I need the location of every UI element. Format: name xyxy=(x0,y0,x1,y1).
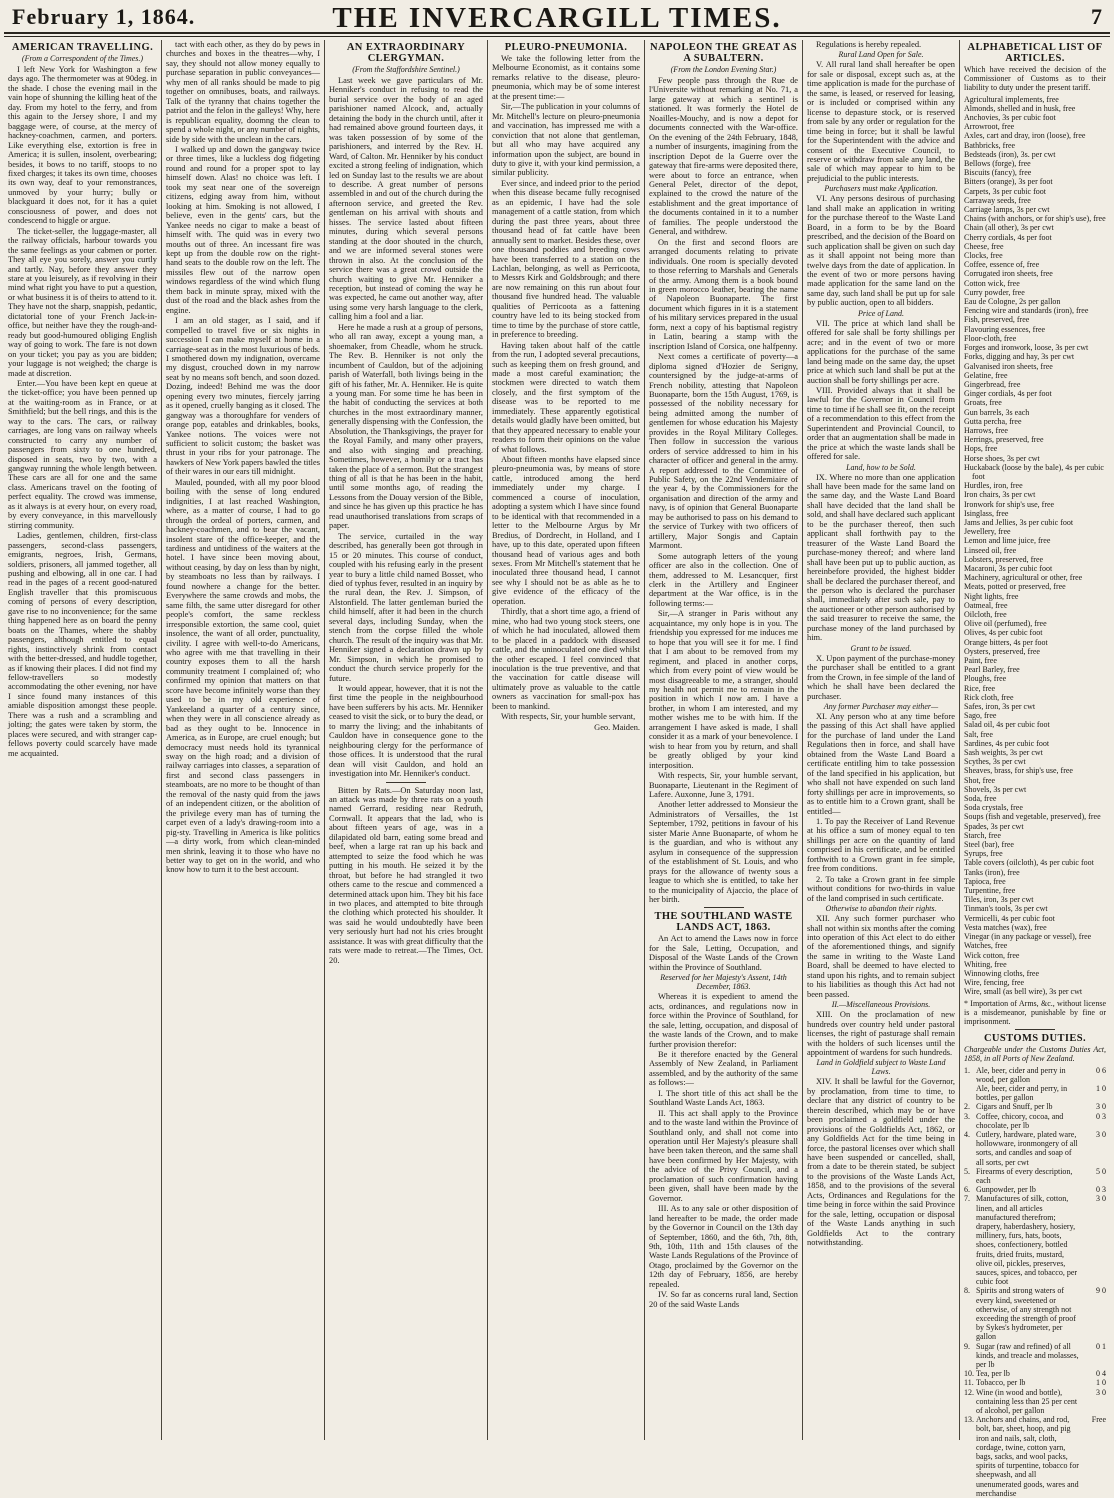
tariff-item: Iron chairs, 3s per cwt xyxy=(964,490,1036,500)
act-reserved-note: Reserved for her Majesty's Assent, 14th December, 1863. xyxy=(660,973,787,992)
tariff-item: Curry powder, free xyxy=(964,287,1025,297)
duty-rate: 0 3 xyxy=(1096,1111,1106,1121)
tariff-item: Forges and ironwork, loose, 3s per cwt xyxy=(964,343,1089,353)
tariff-item: Salad oil, 4s per cubic foot xyxy=(964,720,1050,730)
duty-rate: 0 3 xyxy=(1096,1185,1106,1195)
paragraph: We take the following letter from the Melbourne Economist, as it contains some remarks relative to the disease, pleuro-pneumonia, which may be of some interest at the present time:— xyxy=(492,54,640,101)
act-section: 1. To pay the Receiver of Land Revenue at his office a sum of money equal to ten shillings per acre on the quantity of land comprised in his certificate, and be entitled forthwith to a Crown grant in fee simple, free from conditions. xyxy=(807,816,955,874)
act-section: XIV. It shall be lawful for the Governor, by proclamation, from time to time, to declare that any district of country to be therein described, which may be or have been proclaimed a goldfield under the provisions of the Goldfields Act, 1862, or any Goldfields Act for the time being in force, the pastoral licenses over which shall have been suspended or cancelled, shall, from a date to be therein stated, be subject to the provisions of the Waste Lands Act, 1858, and to the provisions of the several Acts, Ordinances and Regulations for the time being in force within the said Province for the sale, letting, occupation or disposal of the Waste Lands anything in such Goldfields Act to the contrary notwithstanding. xyxy=(807,1077,955,1248)
article-source: (From a Correspondent of the Times.) xyxy=(21,54,144,63)
act-section: Whereas it is expedient to amend the acts, ordinances, and regulations now in force within the Province of Southland, for the sale, letting, occupation, and disposal of the waste lands of the Crown, and to make further provision therefor: xyxy=(649,992,798,1049)
marginal-heading: Rural Land Open for Sale. xyxy=(838,50,924,60)
paragraph: I walked up and down the gangway twice or three times, like a luckless dog fidgeting round and round for a proper spot to lay himself down. Alas! no choice was left. I took my seat near one of the sovereign citizens, edging away from him, without looking at him. Smoking is not allowed, I believe, even in the gents' cars, but the Yankee needs no cigar to make a beast of himself with. The quid was in every two mouths out of three. An incessant fire was kept up from the double row on the right-hand seats to the double row on the left. The missiles flew out of the narrow open windows regardless of the wind which flung them back in minute spray, mixed with the dust of the road and the black ashes from the engine. xyxy=(166,144,320,315)
act-section: V. All rural land shall hereafter be open for sale or disposal, except such as, at the time application is made for the purchase of the same, is leased, or reserved for leasing, or is included or comprised within any license to depasture stock, or is reserved from sale by any order or regulation for the time being in force; but it shall be lawful for the Superintendent with the advice and consent of the Executive Council, to reserve or withdraw from sale any land, the sale of which may appear to him to be prejudicial to the public interests. xyxy=(807,60,955,183)
tariff-item: Vesta matches (wax), free xyxy=(964,922,1047,932)
duty-row xyxy=(964,1066,1106,1084)
column-6 xyxy=(803,40,960,1440)
article-source: (From the London Evening Star.) xyxy=(670,65,777,74)
act-section: II. This act shall apply to the Province and to the waste land within the Province of Southland only, and shall not come into operation until Her Majesty's pleasure shall have been taken thereon, and the same shall have been confirmed by Her Majesty, with the advice of the Privy Council, and a proclamation of such confirmation having been given, shall have been made by the Governor. xyxy=(649,1108,798,1203)
marginal-heading: Any former Purchaser may either— xyxy=(823,702,939,711)
tariff-item: Biscuits (fancy), free xyxy=(964,168,1032,178)
paragraph: Another letter addressed to Monsieur the Administrators of Versailles, the 1st September, 1792, petitions in favour of his sister Marie Anne Buonaparte, of whom he is the guardian, and who is without any asylum in consequence of the suppression of the establishment of St. Louis, and who prays for the allowance of twenty sous a league to which she is entitled, to take her to the municipality of Ajaccio, the place of her birth. xyxy=(649,800,798,904)
duty-description: Gunpowder, per lb xyxy=(976,1185,1036,1195)
tariff-item: Floor-cloth, free xyxy=(964,333,1017,343)
act-section: XIII. On the proclamation of new hundreds over country held under pastoral licenses, the right of pasturage shall remain with the holders of such licenses until the appointment of wardens for such hundreds. xyxy=(807,1010,955,1057)
duty-number xyxy=(964,1084,976,1102)
duty-number: 10. xyxy=(964,1369,974,1379)
duty-number: 1. xyxy=(964,1065,970,1075)
marginal-heading: Grant to be issued. xyxy=(850,643,912,653)
tariff-item: Jewellery, free xyxy=(964,527,1011,537)
tariff-item: Bitters (orange), 3s per foot xyxy=(964,177,1053,187)
paragraph: On the first and second floors are arranged documents relating to private individuals. One room is specially devoted to those referring to Marshals and Generals of the army. Among them is a book bound in green morocco leather, bearing the name of Napoleon Buonaparte. The first document which figures in it is a statement of his military services prepared in the usual form, next a copy of his baptismal registry in Latin, bearing a stamp with the inscription Island of Corsica, one halfpenny. xyxy=(649,237,798,351)
article-source: (From the Staffordshire Sentinel.) xyxy=(352,65,460,74)
tariff-item: Pearl Barley, free xyxy=(964,665,1020,675)
tariff-footnote: * Importation of Arms, &c., without license is a misdemeanor, punishable by fine or imprisonment. xyxy=(964,998,1106,1026)
tariff-item: Gutta percha, free xyxy=(964,416,1022,426)
article-heading: PLEURO-PNEUMONIA. xyxy=(504,42,628,53)
act-section: VII. The price at which land shall be offered for sale shall be forty shillings per acre; and in the event of two or more applications for the purchase of the same land being made on the same day, the upset price at which such land shall be put at the auction shall be forty shillings per acre. xyxy=(807,318,955,385)
separator-rule xyxy=(386,782,426,783)
tariff-item: Spades, 3s per cwt xyxy=(964,821,1024,831)
marginal-heading: Land in Goldfield subject to Waste Land Laws. xyxy=(816,1058,946,1077)
separator-rule xyxy=(1015,1029,1055,1030)
tariff-item: Hops, free xyxy=(964,444,998,454)
article-body xyxy=(166,40,320,875)
paragraph: tact with each other, as they do by pews in churches and boxes in the theatres—why, I say, they should not allow money equally to purchase separation in public conveyances—why men of all ranks should be made to pig together on omnibuses, boats, and railways. Talk of the tyranny that chains together the patriot and the felon in the galleys! Why, here is republican equality, doomng the clean to spend a whole night, or any number of nights, side by side with the unclean in the cars. xyxy=(166,40,320,144)
article-body xyxy=(329,76,483,965)
tariff-item: Ploughs, free xyxy=(964,674,1007,684)
tariff-item: Soups (fish and vegetable, preserved), free xyxy=(964,812,1101,822)
tariff-item: Tiles, iron, 3s per cwt xyxy=(964,895,1034,905)
tariff-item: Herrings, preserved, free xyxy=(964,435,1044,445)
duty-number: 7. xyxy=(964,1194,970,1204)
tariff-item: Gun barrels, 3s each xyxy=(964,407,1030,417)
tariff-item: Watches, free xyxy=(964,941,1008,951)
paragraph: Bitten by Rats.—On Saturday noon last, an attack was made by three rats on a youth named Gerrard, residing near Redruth, Cornwall. It appears that the lad, who is about fifteen years of age, was in a dilapidated old barn, eating some bread and beef, when a large rat ran up his back and attempted to seize the food which he was putting in his mouth. He seized it by the throat, but before he had strangled it two others came to the rescue and commenced a determined attack upon him. They bit his face in two places, and attempted to bite through the clothing which protected his shoulder. It was said he would undoubtedly have been very seriously hurt had not his cries brought assistance. It was with great difficulty that the rats were made to retreat.—The Times, Oct. 20. xyxy=(329,785,483,965)
duty-number: 3. xyxy=(964,1111,970,1121)
tariff-item: Corrugated iron sheets, free xyxy=(964,269,1053,279)
tariff-item: Sardines, 4s per cubic foot xyxy=(964,738,1050,748)
tariff-item: Cheese, free xyxy=(964,241,1004,251)
tariff-note: Which have received the decision of the Commissioner of Customs as to their liability to duty under the present tariff. xyxy=(964,65,1106,93)
duty-description: Cutlery, hardware, plated ware, hollowware, ironmongery of all sorts, and candles and soap of all sorts, per cwt xyxy=(976,1129,1078,1167)
duty-rate: 5 0 xyxy=(1096,1166,1106,1176)
duty-rate: 1 0 xyxy=(1096,1083,1106,1093)
tariff-item: Bedsteads (iron), 3s. per cwt xyxy=(964,149,1056,159)
duty-description: Spirits and strong waters of every kind, sweetened or otherwise, of any strength not exceeding the strength of proof by Sykes's hydrometer, per gallon xyxy=(976,1286,1076,1342)
paragraph: Ever since, and indeed prior to the period when this disease became fully recognised as an epidemic, I have had the sole management of a cattle station, from which during the past three years, about three thousand head of fat cattle have been annually sent to market. Besides these, over one thousand poddies and breeding cows have been transferred to a station on the Lachlan, belonging, as well as Perricoota, to Messrs Kirk and Goldsbrough; and there are now remaining on this run about four thousand five hundred head. The valuable qualities of Perricoota as a fattening country have led to its being stocked from time to time by the purchase of store cattle, in preference to breeding. xyxy=(492,178,640,340)
tariff-item: Linseed oil, free xyxy=(964,545,1017,555)
tariff-item: Tinman's tools, 3s per cwt xyxy=(964,904,1048,914)
tariff-item: Carriage lamps, 3s per cwt xyxy=(964,205,1050,215)
tariff-item: Safes, iron, 3s per cwt xyxy=(964,702,1036,712)
paragraph: Last week we gave particulars of Mr. Henniker's conduct in refusing to read the burial service over the body of an aged parishioner named Alcock, and, actually detaining the body in the church until, after it had remained above ground fourteen days, it was taken possession of by some of the parishioners, and interred by the Rev. H. Ward, of Calton. Mr. Henniker by his conduct excited a strong feeling of indignation, which led on Sunday last to the results we are about to describe. A great number of persons assembled in and out of the church during the afternoon service, and greeted the Rev. gentleman on his arrival with shouts and hisses. The service lasted about fifteen minutes, during which several persons standing at the door shouted in the church, and we are informed several stones were thrown in also. At the conclusion of the service there was a great crowd outside the church waiting to give Mr. Henniker a reception, but instead of coming the way he was expected, he came out another way, after using some very harsh language to the clerk, calling him a fool and a liar. xyxy=(329,76,483,322)
tariff-heading: ALPHABETICAL LIST OF ARTICLES. xyxy=(967,42,1103,64)
duty-rate: 1 0 xyxy=(1096,1378,1106,1388)
tariff-item: Wire, fencing, free xyxy=(964,978,1025,988)
tariff-item: Machinery, agricultural or other, free xyxy=(964,573,1083,583)
tariff-item: Cotton wick, free xyxy=(964,278,1020,288)
separator-rule xyxy=(704,907,744,908)
paragraph: Thirdly, that a short time ago, a friend of mine, who had two young stock steers, one of which he had inoculated, allowed them to be placed in a paddock with diseased cattle, and the uninoculated one died whilst the other escaped. I feel convinced that inoculation is the true preventive, and that the vaccination for cattle disease will ultimately prove as valuable to the cattle owners as vaccination for small-pox has been to mankind. xyxy=(492,607,640,711)
tariff-item: Salt, free xyxy=(964,729,993,739)
tariff-item: Vinegar (in any package or vessel), free xyxy=(964,932,1092,942)
paragraph: Ladies, gentlemen, children, first-class passengers, second-class passengers, emigrants, negroes, Irish, Germans, soldiers, prisoners, all jammed together, all pushing and elbowing, all in one car. I had read in the pages of a recent good-natured English traveller that this promiscuous coming of persons of every description, gave rise to no inconvenience; for the same thing happened here as on board the penny boats on the Thames, where the shabby passengers, although entitled to equal rights, instinctively shrink from contact with the better-dressed, and huddle together, as if knowing their places. I did not find my fellow-travellers so modestly accommodating the other evening, nor have I since found many instances of this amiable disposition amongst these people. There was a rush and a scrambling and jolting; the gates were taken by storm, the places were secured, and with stranger cap-fellows poverty could scarcely have made me acquainted. xyxy=(8,531,157,758)
tariff-item: Coffee, essence of, free xyxy=(964,260,1040,270)
tariff-item: Almonds, shelled and in husk, free xyxy=(964,103,1076,113)
marginal-heading: Land, how to be Sold. xyxy=(846,462,916,472)
tariff-item: Galvanised iron sheets, free xyxy=(964,361,1053,371)
duty-row xyxy=(964,1167,1106,1185)
paragraph: I am an old stager, as I said, and if compelled to travel five or six nights in succession I can make myself at home in a carriage-seat as in the most luxurious of beds. I smothered down my indignation, overcame my disgust, crouched down in my narrow seat by no means soft bench, and soon dozed. Dozing, indeed! Behind me was the door opening every two minutes, fiercely jarring as it opened, cruelly banging as it closed. The gangway was a thoroughfare for venders of orange pop, eatables and drinkables, books, Yankee notions. The voices were not sufficient to solicit custom; the basket was thrust in your ribs for your patronage. The hawkers of New York papers bawled the titles of their wares in our ears till midnight. xyxy=(166,316,320,477)
duty-description: Manufactures of silk, cotton, linen, and all articles manufactured therefrom; drapery, haberdashery, hosiery, millinery, furs, hats, boots, shoes, confectionery, bottled fruits, dried fruits, mustard, olive oil, pickles, preserves, sauces, spices, and tobacco, per cubic foot xyxy=(976,1194,1078,1287)
duty-rate: 3 0 xyxy=(1096,1129,1106,1139)
article-body xyxy=(492,54,640,732)
article-body xyxy=(649,76,798,904)
paragraph: Sir,—A stranger in Paris without any acquaintance, my only hope is in you. The friendship you expressed for me induces me to hope that you will see it for me. I find that I am about to be removed from my regiment, and placed in another corps, which from every point of view would be most disagreeable to me, a stranger, should my health not permit me to remain in the position in which I now am. I have a brother, in whom I am interested, and my mother wishes me to be with him. If the arrangement I have asked is made, I shall consider it as a mark of your benevolence. I wish to hear from you by return, and shall be greatly obliged by your kind interposition. xyxy=(649,609,798,770)
newspaper-title: THE INVERCARGILL TIMES. xyxy=(332,2,782,34)
tariff-item: Tapioca, free xyxy=(964,876,1006,886)
tariff-item: Macaroni, 3s per cubic foot xyxy=(964,563,1053,573)
tariff-item: Paint, free xyxy=(964,656,997,665)
marginal-heading: II.—Miscellaneous Provisions. xyxy=(831,1000,931,1010)
column-5 xyxy=(645,40,803,1440)
act-section: VI. Any persons desirous of purchasing land shall make an application in writing for the purchase thereof to the Waste Land Board, in a form to be by the Board prescribed, and the decision of the Board on such application shall be given on such day as it shall appoint not being more than twelve days from the date of application. In the event of two or more persons having made application for the same land on the same day, such land shall be put up for sale by public auction, open to all bidders. xyxy=(807,194,955,308)
duties-subheading: Chargeable under the Customs Duties Act, 1858, in all Ports of New Zealand. xyxy=(964,1045,1106,1064)
duty-rate: 3 0 xyxy=(1096,1194,1106,1204)
tariff-item: Steel (bar), free xyxy=(964,840,1014,850)
duty-row xyxy=(964,1112,1106,1130)
duty-description: Coffee, chicory, cocoa, and chocolate, per lb xyxy=(976,1111,1064,1130)
tariff-item: Fish, preserved, free xyxy=(964,315,1030,325)
paragraph: Enter.—You have been kept en queue at the ticket-office; you have been penned up at the waiting-room as in France, or at Smithfield; but the bell rings, and this is the way to the cars. The cars, or railway carriages, are long vans on railway wheels constructed to carry any number of passengers from sixty to one hundred, disposed in seats, two by two, with a gangway running the whole length between. These cars are all for one and the same class. Americans travel on the footing of perfect equality. The crowd was immense, as it always is at every hour, on every road, by every conveyance, in this marvellously stirring community. xyxy=(8,378,157,530)
tariff-item: Horse shoes, 3s per cwt xyxy=(964,453,1040,463)
duty-number: 4. xyxy=(964,1129,970,1139)
act-heading: THE SOUTHLAND WASTE LANDS ACT, 1863. xyxy=(654,911,793,934)
paragraph: Sir,—The publication in your columns of Mr. Mitchell's lecture on pleuro-pneumonia and vaccination, has impressed me with a conviction that not alone that gentleman, but all who may have acquired any information upon the subject, are bound in duty to give it, with your kind permission, a similar publicity. xyxy=(492,102,640,178)
tariff-item: Flavouring essences, free xyxy=(964,324,1046,334)
duty-description: Wine (in wood and bottle), containing less than 25 per cent of alcohol, per gallon xyxy=(976,1387,1078,1416)
act-intro: An Act to amend the Laws now in force for the Sale, Letting, Occupation, and Disposal of the Waste Lands of the Crown within the Province of Southland. xyxy=(649,934,798,972)
paragraph: It would appear, however, that it is not the first time the people in the neighbourhood have been sufferers by his acts. Mr. Henniker ceased to visit the sick, or to bury the dead, or to marry the living; and the inhabitants of Cauldon have in consequence gone to the neighbouring clergy for the performance of those offices. It is understood that the rural dean will visit Cauldon, and hold an investigation into Mr. Henniker's conduct. xyxy=(329,684,483,779)
tariff-item: Shovels, 3s per cwt xyxy=(964,784,1027,794)
article-body xyxy=(8,65,157,758)
signature: Geo. Maiden. xyxy=(594,722,640,732)
tariff-item: Olives, 4s per cubic foot xyxy=(964,628,1043,638)
act-section: Be it therefore enacted by the General Assembly of New Zealand, in Parliament assembled, and by the authority of the same as follows:— xyxy=(649,1049,798,1088)
tariff-item: Syrups, free xyxy=(964,849,1003,859)
tariff-item: Table covers (oilcloth), 4s per cubic foot xyxy=(964,858,1094,868)
paragraph: Mauled, pounded, with all my poor blood boiling with the sense of long endured indignities, I at last reached Washington, where, as a matter of course, I had to go through the ordeal of porters, carmen, and hackney-coachmen, and to bear the vacant, insolent stare of the office-keeper, and the tardiness and untidiness of the waiters at the hotel. I have since been moving about, without ceasing, by day on less than by night, by steamboats no less than by railways. I found nowhere a change for the better. Everywhere the same crowds and mobs, the same filth, the same utter disregard for other people's comfort, the same reckless irresponsible extortion, the same cool, quiet insolence, the want of all order, punctuality, civility. I agree with well-to-do Americans, who agree with me that travelling in their country exposes them to all the harsh community treatment I complained of; who confirmed my opinion that matters on that score have become infinitely worse than they used to be in my old experience of Yankeeland a quarter of a century since, when they were in all conscience already as bad as they ought to be. Innocence in America, as in Europe, are cruel enough; but democracy must needs hold its tyrannical sway on the high road; and a division of railway carriages into classes, a separation of first and second class passengers in steamboats, are no more to be thought of than the removal of the nasty quid from the jaws of an independent citizen, or the abolition of the privilege every man has of turning the carpet even of a lady's drawing-room into a pig-sty. Travelling in America is like politics—a dirty work, from which clean-minded men shrink, leaving it to those who have no better way to get on in the world, and who know how to turn it to the best account. xyxy=(166,477,320,875)
tariff-item: Turpentine, free xyxy=(964,886,1016,896)
column-7 xyxy=(960,40,1110,1498)
tariff-list xyxy=(964,95,1106,997)
tariff-item: Chains (with anchors, or for ship's use), free xyxy=(964,214,1106,224)
duty-description: Tea, per lb xyxy=(976,1369,1010,1379)
tariff-item: Shot, free xyxy=(964,775,996,785)
act-section: VIII. Provided always that it shall be lawful for the Governor in Council from time to time if he shall see fit, on the receipt of a recommendation to this effect from the Superintendent and Provincial Council, to order that an augmentation shall be made in the price at which the waste lands shall be offered for sale. xyxy=(807,385,955,462)
paragraph: Next comes a certificate of poverty—a diploma signed d'Hozier de Serigny, countersigned by the judge-at-arms of French nobility, attesting that Napoleon Buonaparte, born the 15th August, 1769, is possessed of the nobility necessary for being admitted among the number of gentlemen for whose education his Majesty provides in the Royal Military Colleges. Then follow in succession the various orders of service addressed to him in his character of officer and general in the army. A report addressed to the Committee of Public Safety, on the 22nd Vendemiaire of the year 4, by the Commissioners for the organisation and direction of the army and navy, is of opinion that General Buonaparte may be authorised to pass on his demand to the service of Turkey with two officers of artillery, Major Songis and Captain Marmont. xyxy=(649,352,798,551)
duty-rate: Free xyxy=(1091,1415,1106,1425)
duty-number: 12. xyxy=(964,1387,974,1397)
tariff-item: Sago, free xyxy=(964,711,997,721)
columns xyxy=(4,40,1110,1498)
tariff-item: Vermicelli, 4s per cubic foot xyxy=(964,913,1055,923)
duty-number: 9. xyxy=(964,1341,970,1351)
act-section: 2. To take a Crown grant in fee simple without conditions for two-thirds in value of the land comprised in such certificate. xyxy=(807,874,955,903)
paragraph: Here he made a rush at a group of persons, who all ran away, except a young man, a shoemaker, from Cheadle, whom he struck. The Rev. B. Henniker is not only the incumbent of Cauldon, but of the adjoining parish of Waterfall, both livings being in the gift of his father, Mr. A. Henniker. He is quite a young man. For some time he has been in the habit of conducting the services at both churches in the most extraordinary manner, generally dispensing with the Confession, the Absolution, the Thanksgivings, the prayer for the Royal Family, and many other prayers, and also with singing and preaching. Sometimes, however, a homily or a tract has taken the place of a sermon. But the strangest thing of all is that he has been in the habit, until some months ago, of reading the Lessons from the Douay version of the Bible, and since he has given up this practice he has read unauthorised translations from scraps of paper. xyxy=(329,322,483,531)
duty-description: Firearms of every description, each xyxy=(976,1166,1073,1185)
tariff-item: Bellows (forge), free xyxy=(964,159,1031,169)
duty-description: Sugar (raw and refined) of all kinds, and treacle and molasses, per lb xyxy=(976,1341,1079,1370)
act-section: X. Upon payment of the purchase-money the purchaser shall be entitled to a grant from the Crown, in fee simple of the land of which he shall have been declared the purchaser. xyxy=(807,653,955,701)
tariff-item: Forks, digging and hay, 3s per cwt xyxy=(964,352,1075,362)
tariff-item: Starch, free xyxy=(964,830,1001,840)
act-section: I. The short title of this act shall be the Southland Waste Lands Act, 1863. xyxy=(649,1088,798,1108)
duty-rate: 0 1 xyxy=(1096,1341,1106,1351)
issue-date: February 1, 1864. xyxy=(12,4,196,29)
paragraph: The service, curtailed in the way described, has generally been got through in 15 or 20 minutes. This course of conduct, coupled with his refusing early in the present year to bury a little child named Bosset, who died of typhus fever, resulted in an inquiry by the rural dean, the Rev. J. Simpson, of Alstonfield. The latter gentleman buried the child himself, after it had been in the church several days, including Sunday, when the stench from the corpse filled the whole church. The result of the inquiry was that Mr. Henniker signed a declaration drawn up by Mr. Simpson, in which he promised to conduct the church service properly for the future. xyxy=(329,531,483,683)
marginal-heading: Price of Land. xyxy=(858,308,904,318)
paragraph: Having taken about half of the cattle from the run, I adopted several precautions, such as keeping them on fresh ground, and made a most careful examination; the stockmen were directed to watch them closely, and the first symptom of the disease was to be reported to me immediately. These apparently egotistical details would gladly have been omitted, but that they appeared necessary to enable your readers to form their opinions on the value of what follows. xyxy=(492,340,640,454)
tariff-item: Oilcloth, free xyxy=(964,609,1007,619)
tariff-item: Lemon and lime juice, free xyxy=(964,536,1051,546)
tariff-item: Soda, free xyxy=(964,794,997,804)
duty-row xyxy=(964,1102,1106,1111)
duty-row xyxy=(964,1084,1106,1102)
tariff-item: Chain (all other), 3s per cwt xyxy=(964,223,1054,233)
duty-rate: 0 6 xyxy=(1096,1065,1106,1075)
duties-list xyxy=(964,1066,1106,1498)
act-section: XII. Any such former purchaser who shall not within six months after the coming into operation of this Act elect to do either of the aforementioned things, and signify the same in writing to the Waste Land Board, shall be deemed to have elected to stand upon his rights, and to remain subject to his liabilities as though this Act had not been passed. xyxy=(807,914,955,999)
marginal-heading: Otherwise to abandon their rights. xyxy=(825,904,937,914)
column-2 xyxy=(162,40,325,1440)
duty-number: 8. xyxy=(964,1286,970,1296)
tariff-item: Whiting, free xyxy=(964,959,1007,969)
tariff-item: Carpets, 3s per cubic foot xyxy=(964,186,1046,196)
article-heading: NAPOLEON THE GREAT AS A SUBALTERN. xyxy=(650,42,797,64)
column-1 xyxy=(4,40,162,1440)
tariff-item: Oatmeal, free xyxy=(964,600,1008,610)
column-3 xyxy=(325,40,488,1440)
tariff-item: Rick cloth, free xyxy=(964,692,1014,702)
duty-row xyxy=(964,1286,1106,1341)
tariff-item: Lobsters, preserved, free xyxy=(964,554,1044,564)
duty-description: Tobacco, per lb xyxy=(976,1378,1026,1388)
tariff-item: Huckaback (loose by the bale), 4s per cubic foot xyxy=(964,462,1104,481)
tariff-item: Ginger cordials, 4s per foot xyxy=(964,389,1052,399)
paragraph: About fifteen months have elapsed since pleuro-pneumonia was, by means of store cattle, introduced among the herd immediately under my charge. I commenced a course of inoculation, adopting a system which I have since found to be identical with that recommended in a letter to the Melbourne Argus by Mr Bredius, of Dordrecht, in Holland, and I have, up to this date, operated upon fifteen thousand head of various ages and both sexes. From Mr Mitchell's statement that he inoculated three thousand head, I cannot see why I should not be as able as he to give evidence of the efficacy of the operation. xyxy=(492,455,640,606)
duty-row xyxy=(964,1130,1106,1167)
duty-row xyxy=(964,1378,1106,1387)
duty-rate: 9 0 xyxy=(1096,1286,1106,1296)
duty-row xyxy=(964,1388,1106,1416)
tariff-item: Ironwork for ship's use, free xyxy=(964,499,1055,509)
article-heading: AMERICAN TRAVELLING. xyxy=(11,42,154,53)
tariff-item: Arrowroot, free xyxy=(964,122,1015,132)
article-heading: AN EXTRAORDINARY CLERGYMAN. xyxy=(346,42,466,64)
paragraph: I left New York for Washington a few days ago. The thermometer was at 90deg. in the shade. I chose the evening mail in the vain hope of shunning the killing heat of the day. From my hotel to the ferry, and from this again to the Jersey shore, I and my baggage were, of course, at the mercy of hackney-coachmen, carmen, and porters. Like everything else, extortion is free in America; it is sullen, insolent, overbearing; besides, it bows to no tariff, stoops to no fixed charges; it takes its own time, chooses its own way, deaf to your remonstrances, unmoved by your hurry; bully or blackguard it does not, for it has a quiet consciousness of power, and does not condescend to higgle or argue. xyxy=(8,65,157,226)
tariff-item: Olive oil (perfumed), free xyxy=(964,619,1047,629)
duty-row xyxy=(964,1342,1106,1370)
tariff-item: Gelatine, free xyxy=(964,370,1008,380)
duty-description: Cigars and Snuff, per lb xyxy=(976,1102,1053,1112)
tariff-item: Rice, free xyxy=(964,683,996,693)
column-4 xyxy=(488,40,645,1440)
tariff-item: Wire, small (as bell wire), 3s per cwt xyxy=(964,987,1083,997)
tariff-item: Fencing wire and standards (iron), free xyxy=(964,306,1089,316)
duty-rate: 0 4 xyxy=(1096,1369,1106,1379)
tariff-item: Orange bitters, 4s per foot xyxy=(964,637,1048,647)
paragraph: Few people pass through the Rue de l'Universite without remarking at No. 71, a large gateway at which a sentinel is stationed. It was formerly the Hotel de Noailles-Mouchy, and is now a depot for documents connected with the War-office. On the evening of the 24th February, 1848, a number of insurgents, imagining from the inscription Depot de la Guerre over the gateway that fire-arms were deposited there, were about to force an entrance, when General Pelet, director of the depot, explained to the crowd the nature of the establishment and the great importance of the documents contained in it to a number of families. The people understood the General, and withdrew. xyxy=(649,76,798,237)
tariff-item: Jams and Jellies, 3s per cubic foot xyxy=(964,517,1074,527)
tariff-item: Oysters, preserved, free xyxy=(964,646,1040,656)
tariff-item: Gingerbread, free xyxy=(964,379,1021,389)
tariff-item: Bathbricks, free xyxy=(964,140,1016,150)
duty-row xyxy=(964,1369,1106,1378)
duty-description: Ale, beer, cider and perry in wood, per gallon xyxy=(976,1065,1066,1084)
tariff-item: Meats, potted or preserved, free xyxy=(964,582,1066,592)
paragraph: The ticket-seller, the luggage-master, all the railway officials, harbour towards you the same feelings as your cabmen or porter. They all eye you sorely, answer you curtly and tartly. Nay, before they answer they stare at you leisurely, as if revolving in their mind what right you have to put a question, or what business it is of theirs to attend to it. They have not the sharp, snappish, pedantic, dictatorial tone of your French Jack-in-office, but neither have they the rough-and-ready but good-humoured obliging English way of going to work. The fare is not down on your ticket; you pay as you are bidden; your luggage is not weighed; the charge is made at discretion. xyxy=(8,226,157,378)
tariff-item: Sash weights, 3s per cwt xyxy=(964,748,1043,758)
tariff-item: Tanks (iron), free xyxy=(964,867,1020,877)
tariff-item: Axles, cart and dray, iron (loose), free xyxy=(964,131,1086,141)
duty-number: 11. xyxy=(964,1378,974,1388)
tariff-item: Clocks, free xyxy=(964,251,1003,261)
tariff-item: Winnowing cloths, free xyxy=(964,968,1039,978)
tariff-item: Scythes, 3s per cwt xyxy=(964,757,1026,767)
tariff-item: Sheaves, brass, for ship's use, free xyxy=(964,766,1073,776)
duty-row xyxy=(964,1185,1106,1194)
tariff-item: Wick cotton, free xyxy=(964,950,1020,960)
tariff-item: Night lights, free xyxy=(964,591,1019,601)
page-number: 7 xyxy=(1091,4,1102,29)
act-section: IX. Where no more than one application shall have been made for the same land on the same day, and the Waste Land Board shall have decided that the land shall be sold, and shall have declared such applicant to be the purchaser thereof, then such applicant shall forthwith pay to the treasurer of the Waste Land Board the purchase-money thereof; and where land shall have been put up to public auction, as hereinbefore provided, the highest bidder shall be declared the purchaser thereof, and the person who is declared the purchaser shall, immediately after such sale, pay to the auctioneer or other person authorised by the said treasurer to receive the same, the purchase money of the land purchased by him. xyxy=(807,472,955,643)
tariff-item: Groats, free xyxy=(964,398,1002,408)
duty-description: Ale, beer, cider and perry, in bottles, per gallon xyxy=(976,1083,1068,1103)
masthead-rule xyxy=(4,36,1110,37)
tariff-item: Soda crystals, free xyxy=(964,803,1023,813)
masthead xyxy=(4,2,1110,34)
tariff-item: Cherry cordials, 4s per foot xyxy=(964,232,1052,242)
duties-heading: CUSTOMS DUTIES. xyxy=(983,1033,1087,1045)
duty-description: Anchors and chains, and rod, bolt, bar, sheet, hoop, and pig iron and nails, salt, cloth, cordage, twine, cotton yarn, bags, sacks, and wool packs, spirits of turpentine, tobacco for sheepwash, and all unenumerated goods, wares and merchandise xyxy=(976,1415,1079,1498)
duty-rate: 3 0 xyxy=(1096,1387,1106,1397)
duty-row xyxy=(964,1415,1106,1498)
act-section: XI. Any person who at any time before the passing of this Act shall have applied for the purchase of land under the Land Regulations then in force, and shall have obtained from the Waste Land Board a certificate entitling him to take possession of the land specified in his application, but who shall not have expended on such land forty shillings per acre in improvements, so as to entitle him to a Crown grant, shall be entitled— xyxy=(807,712,955,816)
duty-rate: 3 0 xyxy=(1096,1102,1106,1112)
paragraph: Some autograph letters of the young officer are also in the collection. One of them, addressed to M. Lesancquer, first clerk in the Artillery and Engineer department at the War office, is in the following terms:— xyxy=(649,551,798,608)
tariff-item: Carraway seeds, free xyxy=(964,195,1031,205)
duty-number: 6. xyxy=(964,1185,970,1195)
act-section: Regulations is hereby repealed. xyxy=(816,40,922,49)
tariff-item: Hurdles, iron, free xyxy=(964,481,1023,491)
tariff-item: Isinglass, free xyxy=(964,508,1009,518)
act-section: III. As to any sale or other disposition of land hereafter to be made, the order made by the Governor in Council on the 13th day of September, 1860, and the 6th, 7th, 8th, 9th, 10th, 11th and 15th clauses of the Waste Lands Regulations of the Province of Otago, proclaimed by the Governor on the 12th day of February, 1856, are hereby repealed. xyxy=(649,1204,798,1289)
duty-row xyxy=(964,1194,1106,1286)
tariff-item: Agricultural implements, free xyxy=(964,94,1059,104)
tariff-item: Harrows, free xyxy=(964,425,1008,435)
paragraph: With respects, Sir, your humble servant, xyxy=(501,712,636,722)
duty-number: 5. xyxy=(964,1166,970,1176)
tariff-item: Eau de Cologne, 2s per gallon xyxy=(964,297,1061,307)
paragraph: With respects, Sir, your humble servant, Buonaparte, Lieutenant in the Regiment of Lafere. Auxonne, June 3, 1791. xyxy=(649,771,798,799)
marginal-heading: Purchasers must make Application. xyxy=(824,184,938,194)
duty-number: 13. xyxy=(964,1415,974,1425)
act-section: IV. So far as concerns rural land, Section 20 of the said Waste Lands xyxy=(649,1290,798,1309)
duty-number: 2. xyxy=(964,1102,970,1112)
tariff-item: Anchovies, 3s per cubic foot xyxy=(964,113,1056,123)
